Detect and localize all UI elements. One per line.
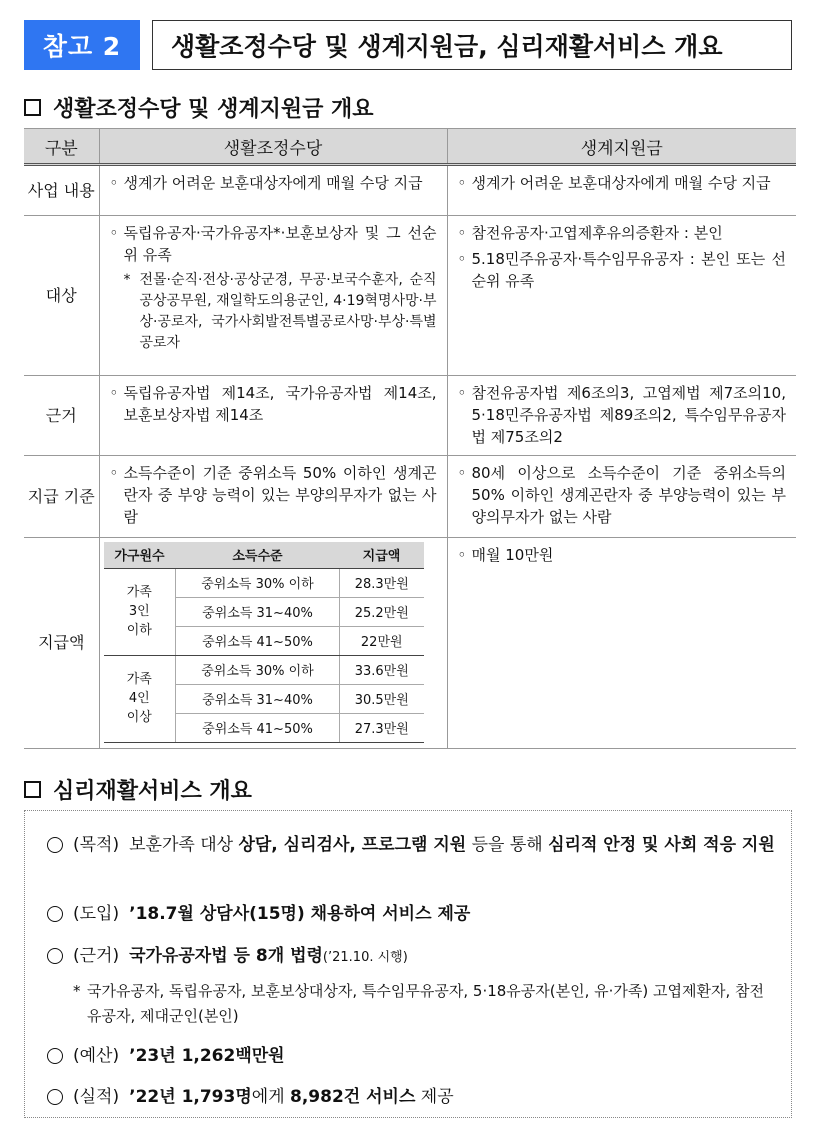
square-bullet-icon xyxy=(24,99,41,116)
section-heading-2 xyxy=(24,774,252,805)
psych-rehab-box xyxy=(24,810,792,1118)
table-row: 사업 내용 ◦ 생계가 어려운 보훈대상자에게 매월 수당 지급 ◦ 생계가 어려운 보훈대상자에게 매월 수당 지급 xyxy=(24,165,796,216)
table-row: 근거 ◦ 독립유공자법 제14조, 국가유공자법 제14조, 보훈보상자법 제14조 ◦ 참전유공자법 제6조의3, 고엽제법 제7조의10, 5·18민주유공자법 제89조의2, 특수임무유공자법 제75조의2 xyxy=(24,376,796,456)
page-title: 생활조정수당 및 생계지원금, 심리재활서비스 개요 xyxy=(152,20,792,70)
header-living-allowance: 생활조정수당 xyxy=(99,129,447,165)
list-item: (도입) ’18.7월 상담사(15명) 채용하여 서비스 제공 xyxy=(47,900,787,928)
circle-bullet-icon xyxy=(47,948,63,964)
header-livelihood-support: 생계지원금 xyxy=(447,129,796,165)
list-item: (예산) ’23년 1,262백만원 xyxy=(47,1042,787,1070)
section-title: 생활조정수당 및 생계지원금 개요 xyxy=(53,97,374,122)
row-label: 사업 내용 xyxy=(24,165,99,216)
circle-bullet-icon xyxy=(47,906,63,922)
circle-bullet-icon xyxy=(47,1048,63,1064)
circle-bullet-icon xyxy=(47,1089,63,1105)
payment-amount-table: 가구원수 소득수준 지급액 가족 3인 이하 중위소득 30% 이하 28.3만원 중위소득 31~40% 25.2만원 중위소득 41~50% 22만원 가족 4인 이상 중위소득 30% 이하 33.6만원 중위소득 31~40% 30.5만원 중위소득 41~50% 27.3만원 xyxy=(104,542,424,743)
table-header-row xyxy=(24,129,796,165)
reference-badge: 참고 2 xyxy=(24,20,140,70)
row-label: 지급액 xyxy=(24,538,99,749)
row-label: 지급 기준 xyxy=(24,456,99,538)
benefits-table xyxy=(24,128,796,749)
table-row: 지급 기준 ◦ 소득수준이 기준 중위소득 50% 이하인 생계곤란자 중 부양 능력이 있는 부양의무자가 없는 사람 ◦ 80세 이상으로 소득수준이 기준 중위소득의 50% 이하인 생계곤란자 중 부양능력이 있는 부양의무자가 없는 사람 xyxy=(24,456,796,538)
header-category: 구분 xyxy=(24,129,99,165)
row-label: 근거 xyxy=(24,376,99,456)
section-title: 심리재활서비스 개요 xyxy=(53,779,252,804)
row-label: 대상 xyxy=(24,216,99,376)
basis-note: * 국가유공자, 독립유공자, 보훈보상대상자, 특수임무유공자, 5·18유공자(본인, 유·가족) 고엽제환자, 참전유공자, 제대군인(본인) xyxy=(73,982,764,1025)
list-item: (목적) 보훈가족 대상 상담, 심리검사, 프로그램 지원 등을 통해 심리적 안정 및 사회 적응 지원 xyxy=(47,831,787,859)
circle-bullet-icon xyxy=(47,837,63,853)
section-heading-1 xyxy=(24,92,374,123)
list-item: (실적) ’22년 1,793명에게 8,982건 서비스 제공 xyxy=(47,1083,787,1111)
list-item: (근거) 국가유공자법 등 8개 법령(’21.10. 시행) xyxy=(47,942,787,972)
square-bullet-icon xyxy=(24,781,41,798)
table-row: 대상 ◦ 독립유공자·국가유공자*·보훈보상자 및 그 선순위 유족 * 전몰·순직·전상·공상군경, 무공·보국수훈자, 순직공상공무원, 재일학도의용군인, 4·19혁명사망·부상·공로자, 국가사회발전특별공로사망·부상·특별공로자 ◦ 참전유공자·고엽제후유의증환자 : 본인 ◦ 5.18민주유공자·특수임무유공자 : 본인 또는 선순위 유족 xyxy=(24,216,796,376)
table-row: 지급액 가구원수 소득수준 지급액 가족 3인 이하 중위소득 30% 이하 28.3만원 중위소득 31~40% 25.2만원 중위소득 41~50% 22만원 가족 4인 이상 중위소득 30% 이하 33.6만원 중위소득 31~40% 30.5만원 중위소득 41~50% 27.3만원 ◦ 매월 10만원 xyxy=(24,538,796,749)
